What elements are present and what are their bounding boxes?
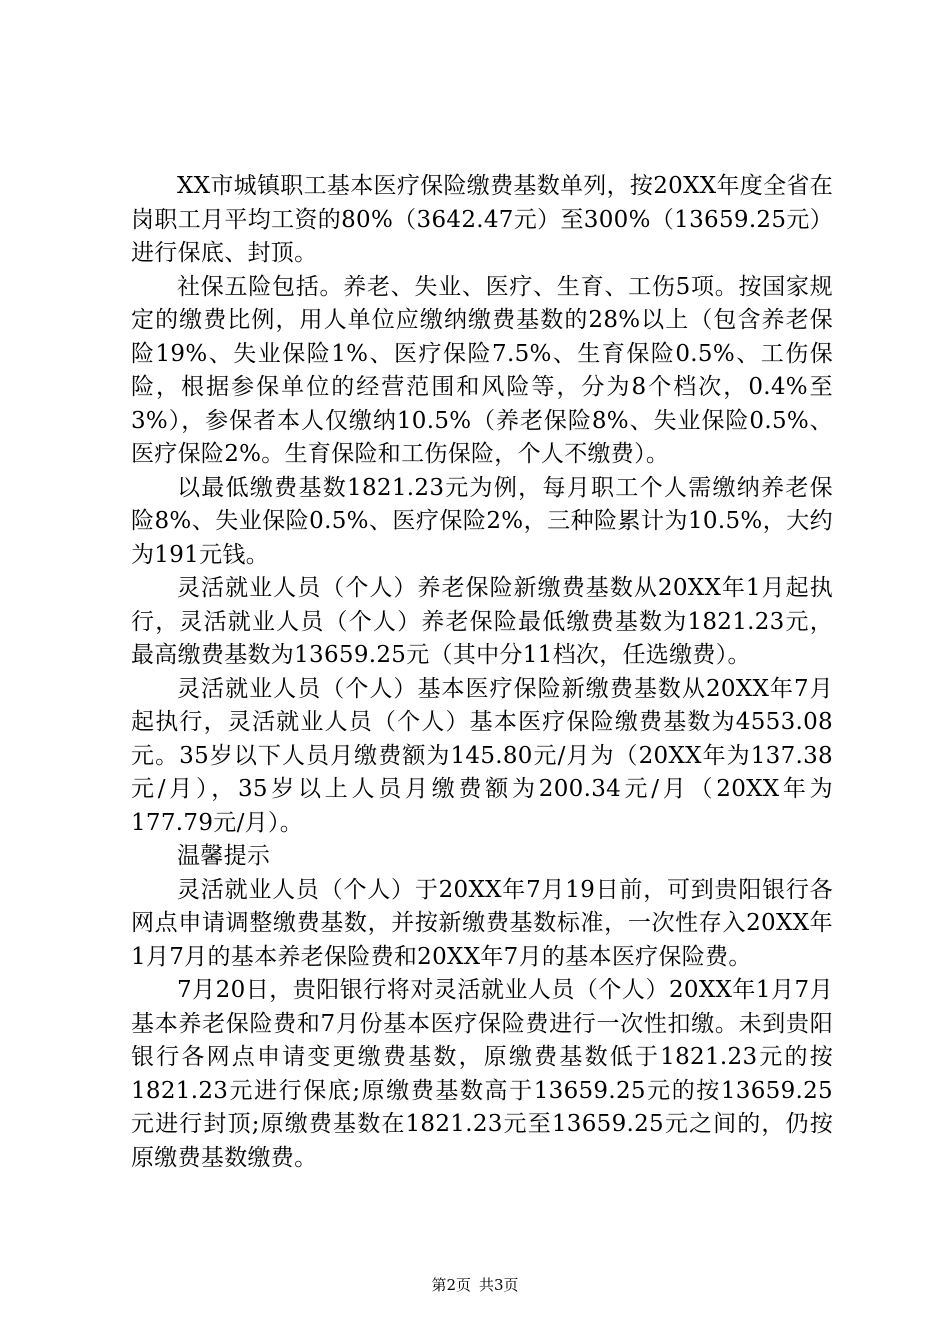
page-total: 共3页 xyxy=(479,1276,519,1294)
paragraph-flexible-medical: 灵活就业人员（个人）基本医疗保险新缴费基数从20XX年7月起执行，灵活就业人员（个人）基本医疗保险缴费基数为4553.08元。35岁以下人员月缴费额为145.80元/月为（20XX年为137.38元/月），35岁以上人员月缴费额为200.34元/月（20XX年为177.79元/月）。 xyxy=(131,675,833,836)
paragraph-five-insurances: 社保五险包括。养老、失业、医疗、生育、工伤5项。按国家规定的缴费比例，用人单位应缴纳缴费基数的28%以上（包含养老保险19%、失业保险1%、医疗保险7.5%、生育保险0.5%、工伤保险，根据参保单位的经营范围和风险等，分为8个档次，0.4%至3%），参保者本人仅缴纳10.5%（养老保险8%、失业保险0.5%、医疗保险2%。生育保险和工伤保险，个人不缴费）。 xyxy=(131,273,833,467)
paragraph-minimum-base-example: 以最低缴费基数1821.23元为例，每月职工个人需缴纳养老保险8%、失业保险0.5%、医疗保险2%，三种险累计为10.5%，大约为191元钱。 xyxy=(131,474,833,568)
paragraph-tip-deduction: 7月20日，贵阳银行将对灵活就业人员（个人）20XX年1月7月基本养老保险费和7月份基本医疗保险费进行一次性扣缴。未到贵阳银行各网点申请变更缴费基数，原缴费基数低于1821.23元的按1821.23元进行保底;原缴费基数高于13659.25元的按13659.25元进行封顶;原缴费基数在1821.23元至13659.25元之间的，仍按原缴费基数缴费。 xyxy=(131,977,833,1171)
page-number: 第2页 xyxy=(431,1276,471,1294)
paragraph-flexible-pension: 灵活就业人员（个人）养老保险新缴费基数从20XX年1月起执行，灵活就业人员（个人）养老保险最低缴费基数为1821.23元，最高缴费基数为13659.25元（其中分11档次，任选缴费）。 xyxy=(131,575,833,668)
document-body xyxy=(131,170,833,1175)
paragraph-medical-insurance-base: XX市城镇职工基本医疗保险缴费基数单列，按20XX年度全省在岗职工月平均工资的80%（3642.47元）至300%（13659.25元）进行保底、封顶。 xyxy=(131,173,833,266)
section-heading-tips: 温馨提示 xyxy=(177,843,271,869)
paragraph-tip-adjustment: 灵活就业人员（个人）于20XX年7月19日前，可到贵阳银行各网点申请调整缴费基数，并按新缴费基数标准，一次性存入20XX年1月7月的基本养老保险费和20XX年7月的基本医疗保险费。 xyxy=(131,876,833,970)
page-footer xyxy=(0,1275,950,1295)
